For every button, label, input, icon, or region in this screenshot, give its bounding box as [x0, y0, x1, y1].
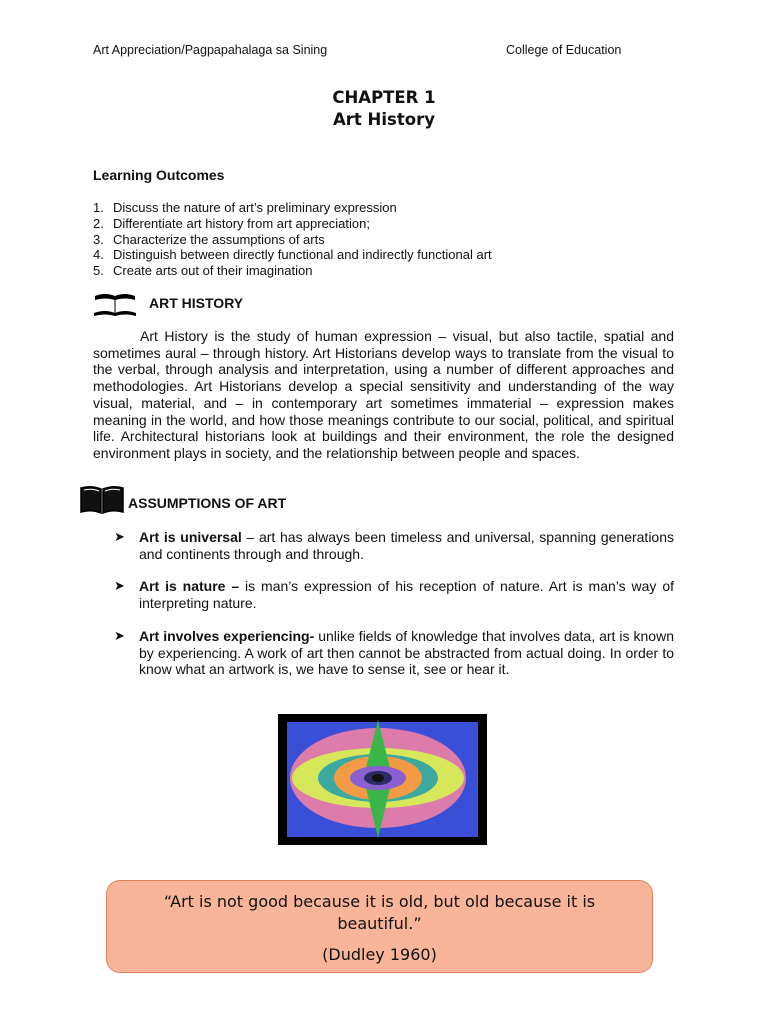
artwork-image [278, 714, 487, 845]
quote-citation: (Dudley 1960) [322, 945, 437, 964]
open-book-icon [93, 290, 137, 318]
list-item: 4. Distinguish between directly functional and indirectly functional art [93, 247, 492, 263]
book-icon [79, 484, 125, 516]
chapter-heading [0, 87, 768, 131]
arrow-bullet-icon: ➤ [114, 529, 125, 544]
chapter-title: Art History [333, 110, 435, 129]
arrow-bullet-icon: ➤ [114, 578, 125, 594]
list-item: 5. Create arts out of their imagination [93, 263, 313, 279]
header-course-title: Art Appreciation/Pagpapahalaga sa Sining [93, 43, 328, 57]
section-title-art-history: ART HISTORY [149, 295, 244, 311]
arrow-bullet-icon: ➤ [114, 627, 125, 643]
assumptions-list [114, 529, 674, 694]
header-college: College of Education [506, 43, 622, 57]
chapter-number: CHAPTER 1 [332, 88, 436, 107]
art-history-paragraph: Art History is the study of human expression – visual, but also tactile, spatial and sometimes aural – through history. Art Historians develop ways to translate from the visual to the verbal, through analysis and interpretation, using a number of different approaches and methodologies. Art Historians develop a special sensitivity and understanding of the way visual, material, and – in contemporary art sometimes immaterial – expression makes meaning in the world, and how those meanings contribute to our social, political, and spiritual life. Architectural historians look at buildings and their environment, the role the designed environment plays in society, and the relationship between people and spaces. [93, 328, 674, 461]
assumption-text: is man’s expression of his reception of nature. Art is man’s way of interpreting nature. [139, 578, 674, 612]
learning-outcomes-list [93, 200, 492, 279]
list-item [114, 529, 674, 562]
assumption-term: Art is nature – [139, 578, 240, 595]
assumption-term: Art is universal [139, 529, 242, 545]
assumption-text: unlike fields of knowledge that involves data, art is known by experiencing. A work of art then cannot be abstracted from actual doing. In order to know what an artwork is, we have to sense it, see or hear it. [139, 627, 674, 678]
quote-text: “Art is not good because it is old, but old because it is beautiful.” [163, 892, 596, 933]
learning-outcomes-title: Learning Outcomes [93, 167, 225, 183]
list-item: 1. Discuss the nature of art’s preliminary expression [93, 200, 397, 215]
list-item [114, 628, 674, 678]
list-item [114, 578, 674, 611]
assumption-text: – art has always been timeless and universal, spanning generations and continents through and through. [139, 529, 674, 562]
assumption-term: Art involves experiencing- [139, 627, 315, 644]
abstract-painting [278, 714, 487, 845]
section-title-assumptions: ASSUMPTIONS OF ART [128, 495, 287, 511]
list-item: 2. Differentiate art history from art appreciation; [93, 215, 370, 231]
list-item: 3. Characterize the assumptions of arts [93, 231, 325, 247]
quote-callout [106, 880, 653, 973]
